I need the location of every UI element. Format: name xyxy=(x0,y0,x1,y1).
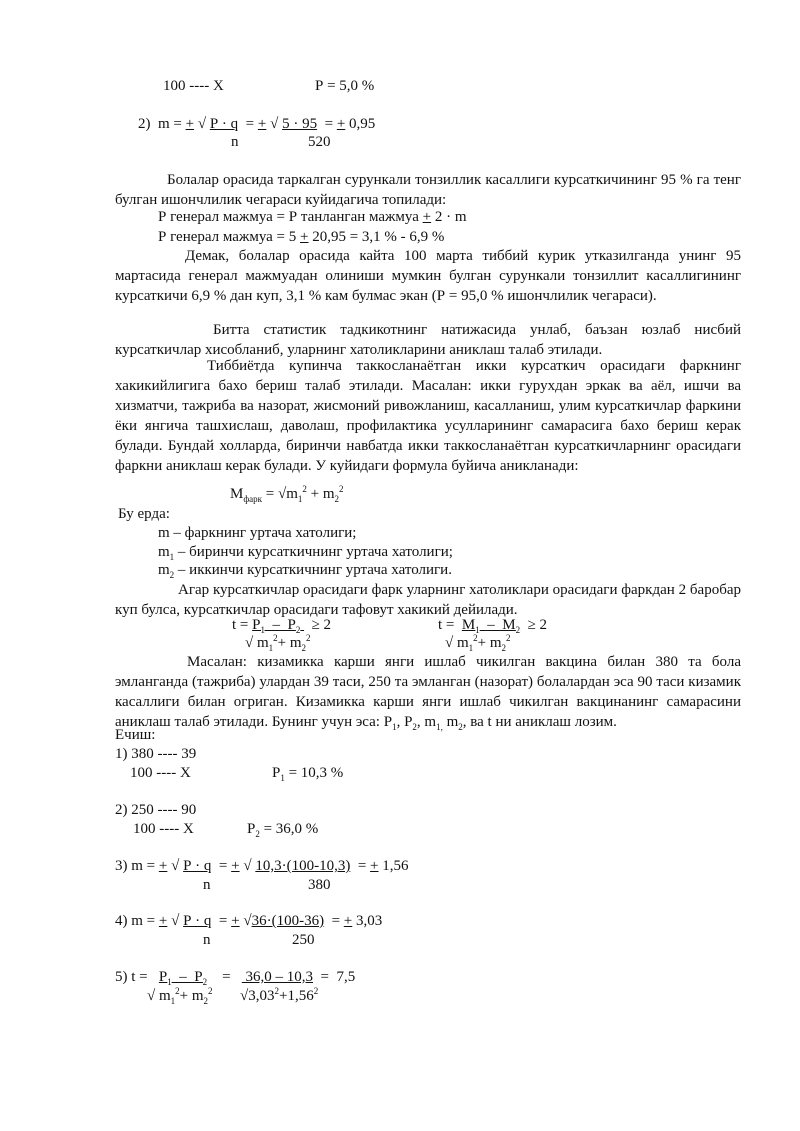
t-formula-2: $t = М_1 - М_2 \ge 2$ xyxy=(438,617,548,635)
step-4-denominator: n xyxy=(203,932,211,948)
where-label: Бу ерда: xyxy=(118,506,170,522)
formula-2-denominator: n xyxy=(231,134,239,150)
paragraph: Агар курсаткичлар орасидаги фарк уларнинг хатоликлари орасидаги фаркдан 2 баробар куп булса, курсаткичлар орасидаги тафовут хакикий дейилади. xyxy=(115,582,741,618)
step-5: 5) $t = Р_1 - Р_2$ = 36,0 – 10,3 = 7,5 xyxy=(115,969,356,987)
step-2-result: $Р_2 = 36,0$ % xyxy=(247,821,319,839)
definition: $m_2$ – иккинчи курсаткичнинг уртача хатолиги. xyxy=(158,562,452,580)
step-2: 2) 250 ---- 90 xyxy=(115,802,197,818)
paragraph: Битта статистик тадкикотнинг натижасида унлаб, баъзан юзлаб нисбий курсаткичлар хисобланиб, уларнинг хатоликларини аниклаш талаб этилади. xyxy=(115,322,741,358)
proportion-line: 100 ---- Х xyxy=(163,78,224,94)
formula-2-denominator: 520 xyxy=(308,134,331,150)
step-1: 1) 380 ---- 39 xyxy=(115,746,197,762)
step-2: 100 ---- Х xyxy=(133,821,194,837)
step-4-denominator: 250 xyxy=(292,932,315,948)
step-3-denominator: 380 xyxy=(308,877,331,893)
definition: m – фаркнинг уртача хатолиги; xyxy=(158,525,357,541)
step-1: 100 ---- Х xyxy=(130,765,191,781)
step-3: 3) m = + √ Р · q = + √ 10,3·(100-10,3) = + 1,56 xyxy=(115,858,409,874)
step-3-denominator: n xyxy=(203,877,211,893)
paragraph: Тиббиётда купинча таккосланаётган икки курсаткич орасидаги фаркнинг хакикийлигига бахо бериш талаб этилади. Масалан: икки гурухдан эркак ва аёл, ишчи ва хизматчи, тажриба ва назорат, жисмоний ривожланиш, касалланиш, улим курсаткичлар фаркини ёки янгича ташхислаш, даволаш, профилактика усулларининг самарасига бахо бериш керак булади. Бундай холларда, биринчи навбатда икки таккосланаётган курсаткичларнинг орасидаги фаркни аниклаш керак булади. У куйидаги формула буйича аникланади: xyxy=(115,358,741,474)
formula-line: Р генерал мажмуа = 5 + 20,95 = 3,1 % - 6,9 % xyxy=(158,229,445,245)
solution-label: Ечиш: xyxy=(115,727,156,743)
step-1-result: $Р_1 = 10,3$ % xyxy=(272,765,344,783)
paragraph: Болалар орасида таркалган сурункали тонзиллик касаллиги курсаткичининг 95 % га тенг булган ишончлилик чегараси куйидагича топилади: xyxy=(115,172,741,208)
t-formula-1-denominator: √ $m_1^2+ m_2^2$ xyxy=(245,633,311,653)
step-5-denominator: √ $m_1^2+ m_2^2$ xyxy=(147,986,213,1006)
paragraph: Демак, болалар орасида кайта 100 марта тиббий курик утказилганда унинг 95 мартасида генерал мажмуадан олиниши мумкин булган сурункали тонзиллит касаллигининг курсаткичи 6,9 % дан куп, 3,1 % кам булмас экан (Р = 95,0 % ишончлилик чегараси). xyxy=(115,248,741,304)
formula-line: Р генерал мажмуа = Р танланган мажмуа + 2 · m xyxy=(158,209,467,225)
t-formula-1: $t = Р_1 - Р_2 \ge 2$ xyxy=(232,617,332,635)
paragraph: Масалан: кизамикка карши янги ишлаб чикилган вакцина билан 380 та бола эмланганда (тажриба) улардан 39 таси, 250 та эмланган (назорат) болалардан эса 90 таси кизамик касаллиги билан огриган. Кизамикка карши янги ишлаб чикилган вакцинанинг самарасини аниклаш талаб этилади. Бунинг учун эса: $Р_1$, $Р_2$, $m_{1,}$ $m_2$, ва t ни аниклаш лозим. xyxy=(115,654,741,732)
proportion-result: Р = 5,0 % xyxy=(315,78,375,94)
formula-2: 2) m = + √ Р · q = + √ 5 · 95 = + 0,95 xyxy=(138,116,376,132)
definition: $m_1$ – биринчи курсаткичнинг уртача хатолиги; xyxy=(158,544,453,562)
difference-error-formula: $М_{фарк} = √m_1^2 + m_2^2$ xyxy=(230,484,344,504)
step-4: 4) m = + √ Р · q = + √36·(100-36) = + 3,03 xyxy=(115,913,383,929)
step-5-denominator: $√3,03^2+1,56^2$ xyxy=(240,986,319,1004)
t-formula-2-denominator: √ $m_1^2+ m_2^2$ xyxy=(445,633,511,653)
